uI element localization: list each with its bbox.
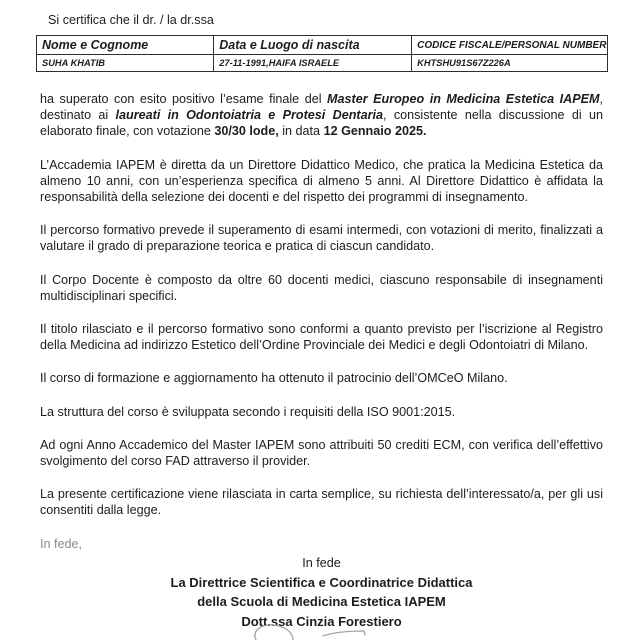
cell-fiscal-code: KHTSHU91S67Z226A bbox=[412, 55, 608, 72]
para1-laureati: laureati in Odontoiatria e Protesi Dentaria bbox=[115, 108, 384, 123]
header-fiscal-code: CODICE FISCALE/PERSONAL NUMBER bbox=[412, 36, 608, 55]
para1-master-title: Master Europeo in Medicina Estetica IAPEM bbox=[327, 92, 600, 106]
personal-data-table bbox=[36, 35, 608, 72]
paragraph-titolo: Il titolo rilasciato e il percorso formativo sono conformi a quanto previsto per l’iscrizione al Registro della Medicina ad indirizzo Estetico dell’Ordine Provinciale dei Medici e degli Odontoiatri di Milano. bbox=[40, 322, 603, 353]
para1-mid2: , consistente nella discussione di un elaborato finale, con votazione bbox=[40, 108, 603, 139]
signer-title-line2: della Scuola di Medicina Estetica IAPEM bbox=[197, 594, 446, 610]
paragraph-patrocinio: Il corso di formazione e aggiornamento ha ottenuto il patrocinio dell’OMCeO Milano. bbox=[40, 371, 508, 386]
header-name: Nome e Cognome bbox=[37, 36, 214, 55]
cell-name: SUHA KHATIB bbox=[37, 55, 214, 72]
handwritten-signature bbox=[250, 623, 395, 640]
para1-grade: 30/30 lode, bbox=[214, 124, 279, 139]
signature-strokes bbox=[250, 623, 395, 640]
para1-date: 12 Gennaio 2025. bbox=[323, 124, 427, 139]
table-row bbox=[37, 55, 608, 72]
signer-name: Dott.ssa Cinzia Forestiero bbox=[241, 613, 402, 629]
header-birth: Data e Luogo di nascita bbox=[214, 36, 412, 55]
paragraph-academy: L’Accademia IAPEM è diretta da un Direttore Didattico Medico, che pratica la Medicina Estetica da almeno 10 anni, con un’esperienza specifica di almeno 5 anni. Al Direttore Didattico è affidata la responsabilità della selezione dei docenti e del rispetto dei programmi di insegnamento. bbox=[40, 157, 603, 205]
intro-line: Si certifica che il dr. / la dr.ssa bbox=[48, 13, 214, 27]
cell-birth: 27-11-1991,HAIFA ISRAELE bbox=[214, 55, 412, 72]
signer-title-line1: La Direttrice Scientifica e Coordinatrice Didattica bbox=[170, 574, 473, 590]
paragraph-iso: La struttura del corso è sviluppata secondo i requisiti della ISO 9001:2015. bbox=[40, 404, 456, 419]
paragraph-corpo-docente: Il Corpo Docente è composto da oltre 60 docenti medici, ciascuno responsabile di insegnamenti multidisciplinari specifici. bbox=[40, 272, 603, 303]
signoff-block bbox=[40, 555, 603, 630]
paragraph-percorso: Il percorso formativo prevede il superamento di esami intermedi, con votazioni di merito, finalizzati a valutare il grado di preparazione teorica e pratica di ciascun candidato. bbox=[40, 223, 603, 254]
table-header-row bbox=[37, 36, 608, 55]
para1-lead: ha superato con esito positivo l’esame finale del bbox=[40, 92, 328, 106]
in-fede-left: In fede, bbox=[40, 536, 83, 551]
para1-mid1: , destinato ai bbox=[40, 92, 603, 123]
in-fede-center: In fede bbox=[302, 555, 341, 570]
paragraph-ecm: Ad ogni Anno Accademico del Master IAPEM sono attribuiti 50 crediti ECM, con verifica dell’effettivo svolgimento del corso FAD attraverso il provider. bbox=[40, 437, 603, 469]
para1-mid3: in data bbox=[278, 124, 324, 139]
paragraph-exam-result bbox=[40, 91, 603, 140]
paragraph-rilascio: La presente certificazione viene rilasciata in carta semplice, su richiesta dell’interessato/a, per gli usi consentiti dalla legge. bbox=[40, 487, 603, 518]
